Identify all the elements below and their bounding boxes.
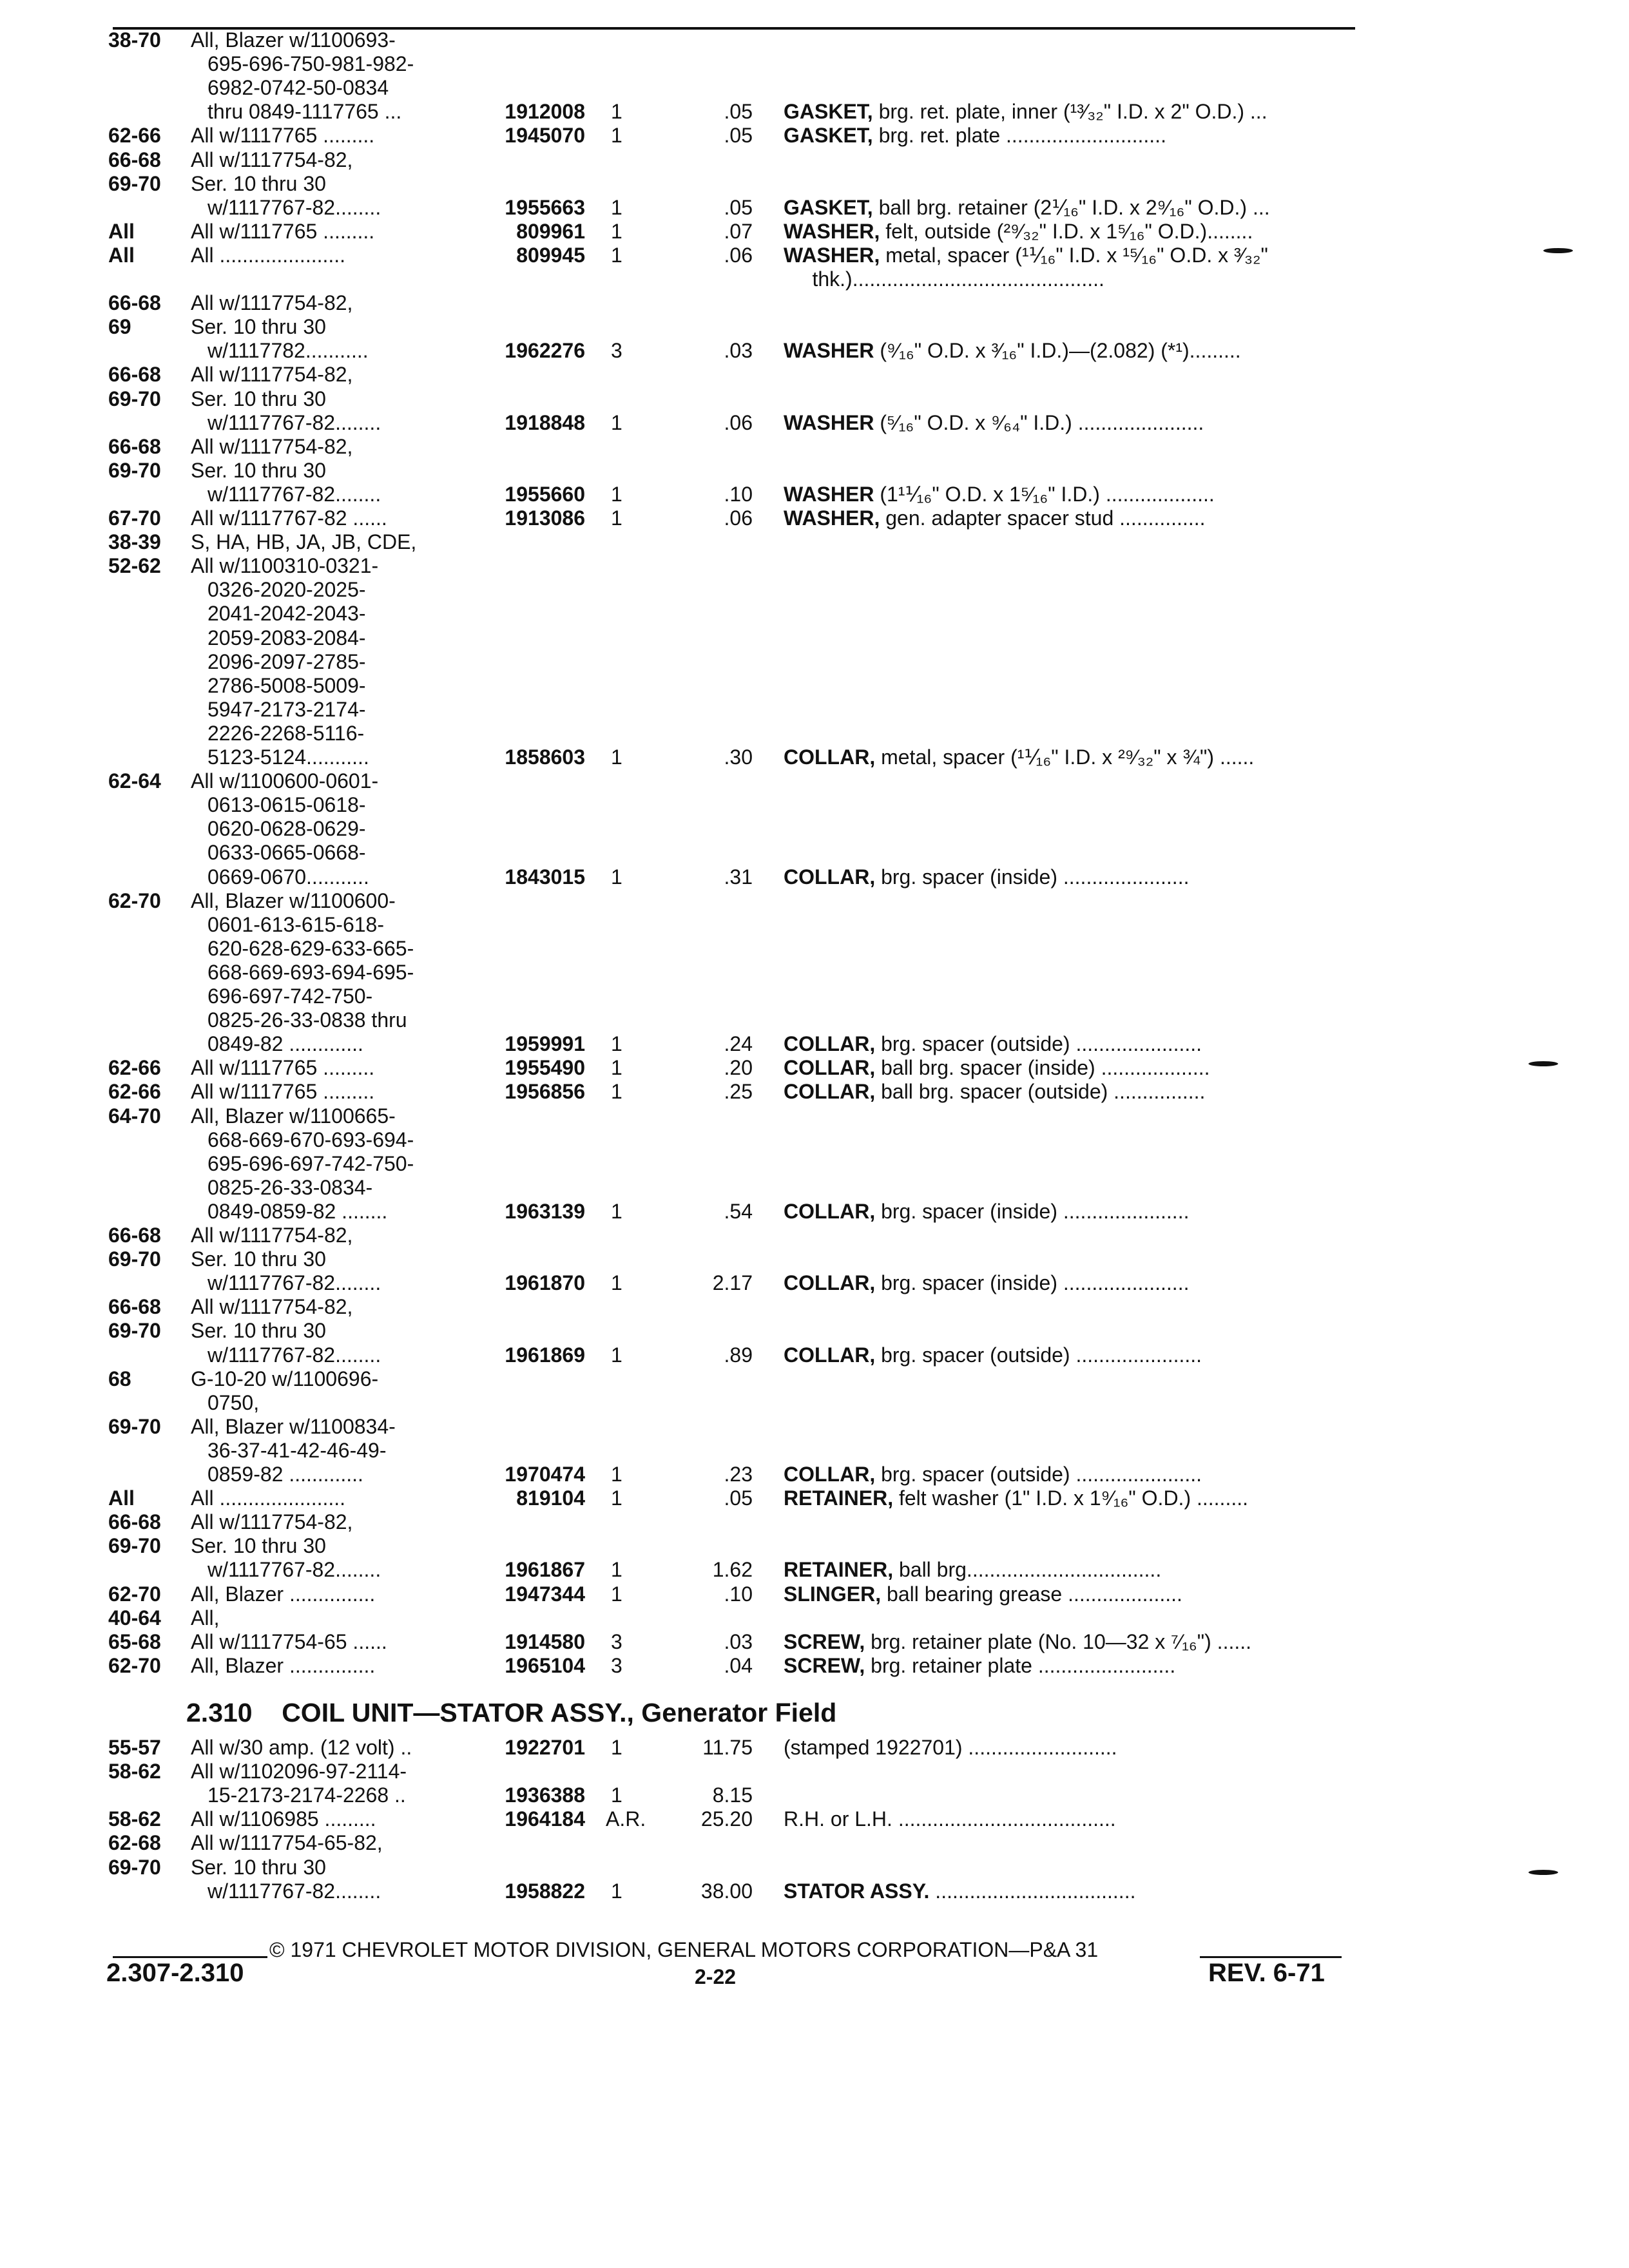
row-model: All w/1117754-82, [191, 434, 353, 458]
row-model: All w/1117767-82 ...... [191, 506, 387, 530]
row-quantity: 1 [611, 195, 622, 219]
row-price: .30 [724, 745, 753, 769]
row-model: 0601-613-615-618- [207, 912, 384, 936]
row-quantity: 1 [611, 1879, 622, 1903]
row-price: .05 [724, 124, 753, 148]
row-year: 66-68 [108, 434, 161, 458]
row-price: 1.62 [712, 1558, 753, 1582]
row-description-name: GASKET, [784, 100, 873, 124]
row-model: Ser. 10 thru 30 [191, 1319, 326, 1343]
row-price: .05 [724, 100, 753, 124]
row-description-name: SLINGER, [784, 1582, 882, 1606]
row-price: 8.15 [712, 1783, 753, 1807]
row-description [784, 411, 1204, 434]
row-part-number: 1964184 [505, 1807, 585, 1831]
row-description [784, 1654, 1175, 1677]
row-description [784, 1582, 1182, 1606]
row-year: All [108, 219, 135, 243]
row-description-name: COLLAR, [784, 865, 876, 889]
row-year: 52-62 [108, 554, 161, 578]
row-year: 69-70 [108, 1534, 161, 1558]
row-year: 62-70 [108, 1582, 161, 1606]
row-model: All w/1117765 ......... [191, 1056, 375, 1080]
row-model: 0620-0628-0629- [207, 817, 366, 841]
row-description [784, 1463, 1202, 1486]
row-year: 66-68 [108, 148, 161, 171]
row-year: 67-70 [108, 506, 161, 530]
row-description [784, 196, 1270, 219]
row-year: 62-64 [108, 769, 161, 793]
section-subtitle: Generator Field [633, 1698, 837, 1727]
row-year: 64-70 [108, 1104, 161, 1128]
row-quantity: 3 [611, 339, 622, 363]
footer-page-number: 2-22 [695, 1965, 737, 1988]
row-description-text: brg. spacer (outside) ...................... [875, 1343, 1202, 1367]
row-description-text: thk.)............................................ [784, 267, 1104, 291]
row-part-number: 1914580 [505, 1629, 585, 1653]
row-year: 65-68 [108, 1629, 161, 1653]
row-description [784, 1343, 1202, 1367]
row-model: S, HA, HB, JA, JB, CDE, [191, 530, 417, 554]
row-year: All [108, 243, 135, 267]
row-model: w/1117767-82........ [207, 195, 381, 219]
row-quantity: 1 [611, 243, 622, 267]
row-description-text: brg. ret. plate, inner (¹³⁄₃₂" I.D. x 2" O.D.) ... [872, 100, 1268, 124]
row-model: All w/1117754-82, [191, 1510, 353, 1534]
row-description [784, 220, 1253, 243]
row-description [784, 1200, 1189, 1223]
row-description [784, 1486, 1248, 1510]
row-description-name: COLLAR, [784, 1463, 876, 1486]
row-price: .03 [724, 1629, 753, 1653]
row-quantity: 1 [611, 1783, 622, 1807]
row-part-number: 1956856 [505, 1080, 585, 1104]
row-model: 5123-5124........... [207, 745, 369, 769]
footer-rule-left [113, 1956, 267, 1958]
row-model: All w/1100310-0321- [191, 554, 379, 578]
row-part-number: 1945070 [505, 124, 585, 148]
row-model: All w/1117765 ......... [191, 219, 375, 243]
row-price: .24 [724, 1032, 753, 1056]
row-description-name: SCREW, [784, 1653, 865, 1677]
row-price: 25.20 [700, 1807, 753, 1831]
row-model: 36-37-41-42-46-49- [207, 1438, 387, 1462]
row-part-number: 1858603 [505, 745, 585, 769]
row-price: 2.17 [712, 1271, 753, 1295]
section-title: COIL UNIT—STATOR ASSY., [282, 1698, 634, 1727]
row-year: 69-70 [108, 171, 161, 195]
row-quantity: 1 [611, 1032, 622, 1056]
row-part-number: 1962276 [505, 339, 585, 363]
row-year: 66-68 [108, 1510, 161, 1534]
row-model: All, Blazer ............... [191, 1582, 376, 1606]
row-part-number: 1955663 [505, 195, 585, 219]
row-quantity: A.R. [606, 1807, 646, 1831]
row-description [784, 1736, 1117, 1759]
row-quantity: 1 [611, 1199, 622, 1223]
row-model: All w/1117754-82, [191, 291, 353, 315]
row-model: 2041-2042-2043- [207, 602, 366, 626]
row-price: .06 [724, 243, 753, 267]
row-description [784, 267, 1104, 291]
row-description-text: ball brg. retainer (2⅟₁₆" I.D. x 2⁹⁄₁₆" O.D.) ... [872, 195, 1270, 219]
row-quantity: 1 [611, 482, 622, 506]
row-model: 0849-82 ............. [207, 1032, 363, 1056]
row-model: w/1117782........... [207, 339, 369, 363]
row-model: Ser. 10 thru 30 [191, 387, 326, 410]
row-model: All w/1117765 ......... [191, 1080, 375, 1104]
row-model: 0849-0859-82 ........ [207, 1199, 388, 1223]
row-description-text: (⁵⁄₁₆" O.D. x ⁹⁄₆₄" I.D.) ...................... [874, 410, 1204, 434]
row-description [784, 1032, 1202, 1055]
row-description-name: STATOR ASSY. [784, 1879, 930, 1903]
row-description-name: WASHER [784, 339, 874, 363]
row-model: 668-669-670-693-694- [207, 1128, 414, 1151]
row-description [784, 1056, 1210, 1079]
row-part-number: 1918848 [505, 410, 585, 434]
row-model: 0633-0665-0668- [207, 841, 366, 865]
row-part-number: 819104 [516, 1486, 585, 1510]
footer-section-range: 2.307-2.310 [106, 1959, 244, 1987]
footer-copyright: © 1971 CHEVROLET MOTOR DIVISION, GENERAL MOTORS CORPORATION—P&A 31 [269, 1938, 1099, 1961]
row-model: G-10-20 w/1100696- [191, 1367, 379, 1390]
row-description-text: felt washer (1" I.D. x 1⁹⁄₁₆" O.D.) ......... [893, 1486, 1248, 1510]
row-description [784, 1630, 1251, 1653]
row-part-number: 1936388 [505, 1783, 585, 1807]
row-description-text: felt, outside (²⁹⁄₃₂" I.D. x 1⁵⁄₁₆" O.D.)........ [880, 219, 1253, 243]
row-model: All w/1117754-82, [191, 148, 353, 171]
row-year: 68 [108, 1367, 131, 1390]
row-description [784, 244, 1268, 267]
row-description-name: SCREW, [784, 1629, 865, 1653]
row-description-name: WASHER, [784, 243, 880, 267]
row-description [784, 100, 1268, 123]
row-quantity: 1 [611, 1271, 622, 1295]
row-model: All w/1117765 ......... [191, 124, 375, 148]
row-quantity: 1 [611, 506, 622, 530]
row-part-number: 1970474 [505, 1463, 585, 1486]
row-part-number: 1963139 [505, 1199, 585, 1223]
row-model: 2059-2083-2084- [207, 626, 366, 649]
row-price: .20 [724, 1056, 753, 1080]
row-quantity: 1 [611, 1486, 622, 1510]
row-quantity: 1 [611, 1463, 622, 1486]
row-description-name: RETAINER, [784, 1558, 894, 1582]
row-year: 62-66 [108, 1056, 161, 1080]
row-description-text: (stamped 1922701) .......................... [784, 1736, 1117, 1759]
row-model: 695-696-697-742-750- [207, 1151, 414, 1175]
row-description [784, 339, 1241, 362]
row-model: w/1117767-82........ [207, 1271, 381, 1295]
row-description [784, 124, 1166, 147]
row-description-text: (⁹⁄₁₆" O.D. x ³⁄₁₆" I.D.)—(2.082) (*¹)......... [874, 339, 1241, 363]
row-model: w/1117767-82........ [207, 1343, 381, 1367]
row-description-text: brg. ret. plate ............................ [872, 124, 1166, 148]
row-price: .03 [724, 339, 753, 363]
row-description-name: RETAINER, [784, 1486, 894, 1510]
row-description [784, 745, 1254, 769]
row-model: w/1117767-82........ [207, 1879, 381, 1903]
row-description-name: COLLAR, [784, 745, 876, 769]
row-description-text: brg. spacer (outside) ...................... [875, 1463, 1202, 1486]
row-model: 0613-0615-0618- [207, 793, 366, 817]
row-year: 66-68 [108, 291, 161, 315]
row-part-number: 1961867 [505, 1558, 585, 1582]
row-description-text: ball bearing grease .................... [881, 1582, 1182, 1606]
row-quantity: 1 [611, 100, 622, 124]
row-year: 58-62 [108, 1760, 161, 1783]
row-year: 69-70 [108, 458, 161, 482]
row-quantity: 1 [611, 410, 622, 434]
row-price: .54 [724, 1199, 753, 1223]
row-description-name: COLLAR, [784, 1343, 876, 1367]
row-description-text: ................................... [929, 1879, 1136, 1903]
row-model: All, Blazer w/1100693- [191, 28, 396, 52]
row-model: All ...................... [191, 243, 346, 267]
row-part-number: 809961 [516, 219, 585, 243]
row-part-number: 1843015 [505, 865, 585, 889]
row-description [784, 1879, 1135, 1903]
row-year: 38-39 [108, 530, 161, 554]
row-model: All w/1102096-97-2114- [191, 1760, 407, 1783]
row-model: 0825-26-33-0834- [207, 1175, 373, 1199]
row-year: 69 [108, 315, 131, 339]
row-model: 2096-2097-2785- [207, 649, 366, 673]
row-price: .05 [724, 1486, 753, 1510]
row-description [784, 1558, 1161, 1581]
row-year: 58-62 [108, 1807, 161, 1831]
row-part-number: 1961870 [505, 1271, 585, 1295]
row-part-number: 1961869 [505, 1343, 585, 1367]
row-model: w/1117767-82........ [207, 410, 381, 434]
row-description-name: COLLAR, [784, 1271, 876, 1295]
row-description-name: COLLAR, [784, 1080, 876, 1104]
row-description-text: ball brg.................................. [893, 1558, 1162, 1582]
row-price: 38.00 [700, 1879, 753, 1903]
row-part-number: 1955660 [505, 482, 585, 506]
row-description-name: WASHER, [784, 506, 880, 530]
row-description-name: COLLAR, [784, 1199, 876, 1223]
row-price: .10 [724, 1582, 753, 1606]
row-quantity: 1 [611, 1736, 622, 1759]
row-description-name: COLLAR, [784, 1056, 876, 1080]
row-year: 62-70 [108, 1653, 161, 1677]
row-quantity: 1 [611, 124, 622, 148]
row-quantity: 1 [611, 219, 622, 243]
row-year: 66-68 [108, 1295, 161, 1319]
row-model: Ser. 10 thru 30 [191, 171, 326, 195]
row-year: 69-70 [108, 387, 161, 410]
row-description [784, 1807, 1116, 1831]
row-model: 2786-5008-5009- [207, 673, 366, 697]
row-price: .06 [724, 506, 753, 530]
row-model: 0750, [207, 1390, 260, 1414]
row-model: 695-696-750-981-982- [207, 52, 414, 76]
row-year: 66-68 [108, 1224, 161, 1247]
row-year: All [108, 1486, 135, 1510]
row-price: 11.75 [702, 1736, 753, 1759]
row-model: w/1117767-82........ [207, 482, 381, 506]
row-model: Ser. 10 thru 30 [191, 1855, 326, 1879]
row-model: 2226-2268-5116- [207, 721, 365, 745]
row-description-name: WASHER [784, 410, 874, 434]
row-description-text: (1¹⅟₁₆" O.D. x 1⁵⁄₁₆" I.D.) ................... [874, 482, 1215, 506]
row-year: 69-70 [108, 1855, 161, 1879]
row-price: .07 [724, 219, 753, 243]
row-description-text: brg. retainer plate (No. 10—32 x ⁷⁄₁₆") ...... [865, 1629, 1252, 1653]
row-description-text: brg. retainer plate ........................ [865, 1653, 1176, 1677]
row-model: 620-628-629-633-665- [207, 936, 414, 960]
row-model: Ser. 10 thru 30 [191, 315, 326, 339]
row-part-number: 1958822 [505, 1879, 585, 1903]
row-description-text: brg. spacer (inside) ...................... [875, 1271, 1190, 1295]
row-part-number: 1959991 [505, 1032, 585, 1056]
row-price: .23 [724, 1463, 753, 1486]
footer-revision: REV. 6-71 [1208, 1959, 1325, 1987]
row-price: .06 [724, 410, 753, 434]
section-number: 2.310 [186, 1698, 253, 1727]
row-quantity: 3 [611, 1629, 622, 1653]
row-model: All, Blazer ............... [191, 1653, 376, 1677]
row-description [784, 865, 1189, 889]
row-model: All w/1117754-65-82, [191, 1831, 383, 1855]
row-part-number: 1913086 [505, 506, 585, 530]
row-model: 0326-2020-2025- [207, 578, 366, 602]
row-price: .10 [724, 482, 753, 506]
row-year: 40-64 [108, 1606, 161, 1629]
row-quantity: 1 [611, 1582, 622, 1606]
row-year: 55-57 [108, 1736, 161, 1759]
row-year: 38-70 [108, 28, 161, 52]
row-year: 62-66 [108, 1080, 161, 1104]
row-price: .04 [724, 1653, 753, 1677]
row-description-text: ball brg. spacer (outside) ................ [875, 1080, 1206, 1104]
row-model: All, [191, 1606, 220, 1629]
row-model: All w/1117754-65 ...... [191, 1629, 387, 1653]
row-description-text: ball brg. spacer (inside) ................... [875, 1056, 1210, 1080]
row-model: Ser. 10 thru 30 [191, 458, 326, 482]
row-model: All w/1100600-0601- [191, 769, 379, 793]
footer-rule-right [1200, 1956, 1342, 1958]
row-price: .31 [724, 865, 753, 889]
row-model: 6982-0742-50-0834 [207, 76, 389, 100]
row-model: 0669-0670........... [207, 865, 369, 889]
row-model: All w/1117754-82, [191, 1224, 353, 1247]
row-model: thru 0849-1117765 ... [207, 100, 402, 124]
row-description-text: brg. spacer (inside) ...................... [875, 1199, 1190, 1223]
row-price: .89 [724, 1343, 753, 1367]
row-year: 62-70 [108, 889, 161, 912]
row-quantity: 1 [611, 1056, 622, 1080]
row-description-text: metal, spacer (¹⅟₁₆" I.D. x ¹⁵⁄₁₆" O.D. x ³⁄₃₂" [880, 243, 1268, 267]
row-model: All w/30 amp. (12 volt) .. [191, 1736, 412, 1759]
row-description-name: GASKET, [784, 124, 873, 148]
row-model: w/1117767-82........ [207, 1558, 381, 1582]
row-description-name: GASKET, [784, 195, 873, 219]
row-model: All w/1117754-82, [191, 1295, 353, 1319]
row-description-name: COLLAR, [784, 1032, 876, 1056]
row-quantity: 1 [611, 1343, 622, 1367]
row-quantity: 1 [611, 745, 622, 769]
row-model: All w/1106985 ......... [191, 1807, 376, 1831]
row-part-number: 1922701 [505, 1736, 585, 1759]
margin-mark [1543, 248, 1573, 253]
margin-mark [1528, 1870, 1558, 1875]
row-price: .25 [724, 1080, 753, 1104]
row-quantity: 3 [611, 1653, 622, 1677]
row-model: 15-2173-2174-2268 .. [207, 1783, 406, 1807]
row-description-text: brg. spacer (inside) ...................... [875, 865, 1190, 889]
row-part-number: 809945 [516, 243, 585, 267]
row-part-number: 1955490 [505, 1056, 585, 1080]
row-model: 696-697-742-750- [207, 985, 373, 1008]
row-model: Ser. 10 thru 30 [191, 1247, 326, 1271]
row-description [784, 483, 1215, 506]
row-model: 5947-2173-2174- [207, 697, 366, 721]
row-model: All w/1117754-82, [191, 363, 353, 387]
row-description-text: metal, spacer (¹⅟₁₆" I.D. x ²⁹⁄₃₂" x ¾") ...... [875, 745, 1255, 769]
row-model: 0825-26-33-0838 thru [207, 1008, 407, 1032]
row-model: 0859-82 ............. [207, 1463, 363, 1486]
row-model: Ser. 10 thru 30 [191, 1534, 326, 1558]
row-description-text: gen. adapter spacer stud ............... [880, 506, 1206, 530]
row-year: 62-68 [108, 1831, 161, 1855]
row-year: 66-68 [108, 363, 161, 387]
row-part-number: 1965104 [505, 1653, 585, 1677]
row-model: All, Blazer w/1100600- [191, 889, 396, 912]
row-model: All, Blazer w/1100834- [191, 1414, 396, 1438]
row-description [784, 1271, 1189, 1294]
row-quantity: 1 [611, 1080, 622, 1104]
row-price: .05 [724, 195, 753, 219]
row-year: 69-70 [108, 1414, 161, 1438]
row-description-text: brg. spacer (outside) ...................... [875, 1032, 1202, 1056]
row-year: 69-70 [108, 1319, 161, 1343]
section-heading [186, 1698, 836, 1727]
row-part-number: 1947344 [505, 1582, 585, 1606]
row-model: All ...................... [191, 1486, 346, 1510]
row-quantity: 1 [611, 1558, 622, 1582]
row-description [784, 1080, 1205, 1103]
row-description-text: R.H. or L.H. ...................................... [784, 1807, 1116, 1831]
row-description-name: WASHER [784, 482, 874, 506]
margin-mark [1528, 1061, 1558, 1066]
row-description-name: WASHER, [784, 219, 880, 243]
row-model: All, Blazer w/1100665- [191, 1104, 396, 1128]
row-year: 62-66 [108, 124, 161, 148]
row-part-number: 1912008 [505, 100, 585, 124]
row-year: 69-70 [108, 1247, 161, 1271]
row-quantity: 1 [611, 865, 622, 889]
row-model: 668-669-693-694-695- [207, 960, 414, 984]
row-description [784, 506, 1206, 530]
